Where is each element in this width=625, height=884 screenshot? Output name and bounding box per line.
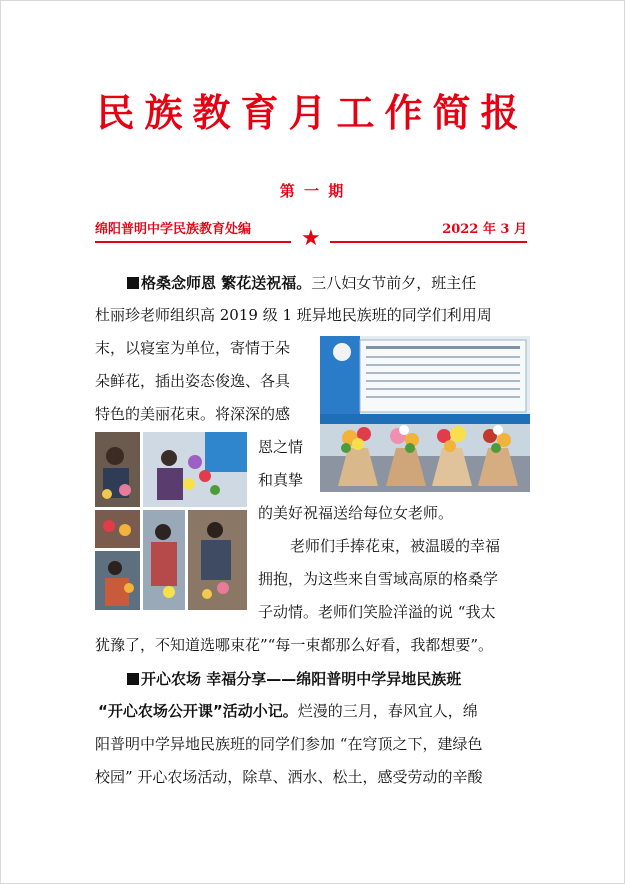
- flower-bouquets-illustration: [320, 336, 530, 492]
- collage-illustration: [95, 432, 247, 614]
- article1-line-6: 恩之情: [258, 438, 304, 456]
- article1-line-4: 朵鲜花，插出姿态俊逸、各具: [95, 372, 291, 390]
- article1-line-5: 特色的美丽花束。将深深的感: [95, 405, 291, 423]
- article2-line-3: 阳普明中学异地民族班的同学们参加 “在穹顶之下，建绿色: [95, 735, 483, 753]
- article1-line-1: 格桑念师恩 繁花送祝福。三八妇女节前夕，班主任: [127, 276, 476, 291]
- article1-line-7: 和真挚: [258, 471, 304, 489]
- square-bullet-icon: [127, 673, 139, 685]
- date-line: 2022 年 3 月: [442, 222, 527, 237]
- article1-line-9: 老师们手捧花束，被温暖的幸福: [290, 537, 501, 555]
- square-bullet-icon: [127, 277, 139, 289]
- flower-bouquets-photo: [320, 336, 530, 492]
- article1-line-3: 末，以寝室为单位，寄情于朵: [95, 339, 291, 357]
- publisher-line: 绵阳普明中学民族教育处编: [95, 222, 252, 237]
- article2-line-4: 校园” 开心农场活动，除草、洒水、松土，感受劳动的辛酸: [95, 768, 483, 786]
- article1-line-10: 拥抱，为这些来自雪域高原的格桑学: [258, 570, 499, 588]
- article1-heading: 格桑念师恩 繁花送祝福。: [141, 274, 312, 292]
- bulletin-title: 民族教育月工作简报: [96, 90, 529, 135]
- article2-heading-line-1: 开心农场 幸福分享——绵阳普明中学异地民族班: [127, 672, 461, 687]
- student-activity-collage: [95, 432, 247, 614]
- star-icon: ★: [301, 226, 321, 251]
- article1-line-8: 的美好祝福送给每位女老师。: [258, 504, 454, 522]
- article2-heading-line-2: “开心农场公开课”活动小记。: [98, 702, 298, 720]
- article2-line-2: “开心农场公开课”活动小记。烂漫的三月，春风宜人，绵: [98, 702, 478, 720]
- article1-line-12: 犹豫了，不知道选哪束花”“每一束都那么好看，我都想要”。: [95, 636, 494, 654]
- article1-line-11: 子动情。老师们笑脸洋溢的说 “我太: [258, 603, 496, 621]
- red-rule-right: [330, 241, 527, 243]
- red-rule-left: [95, 241, 291, 243]
- article1-line-2: 杜丽珍老师组织高 2019 级 1 班异地民族班的同学们利用周: [95, 306, 492, 324]
- issue-number: 第 一 期: [279, 182, 346, 200]
